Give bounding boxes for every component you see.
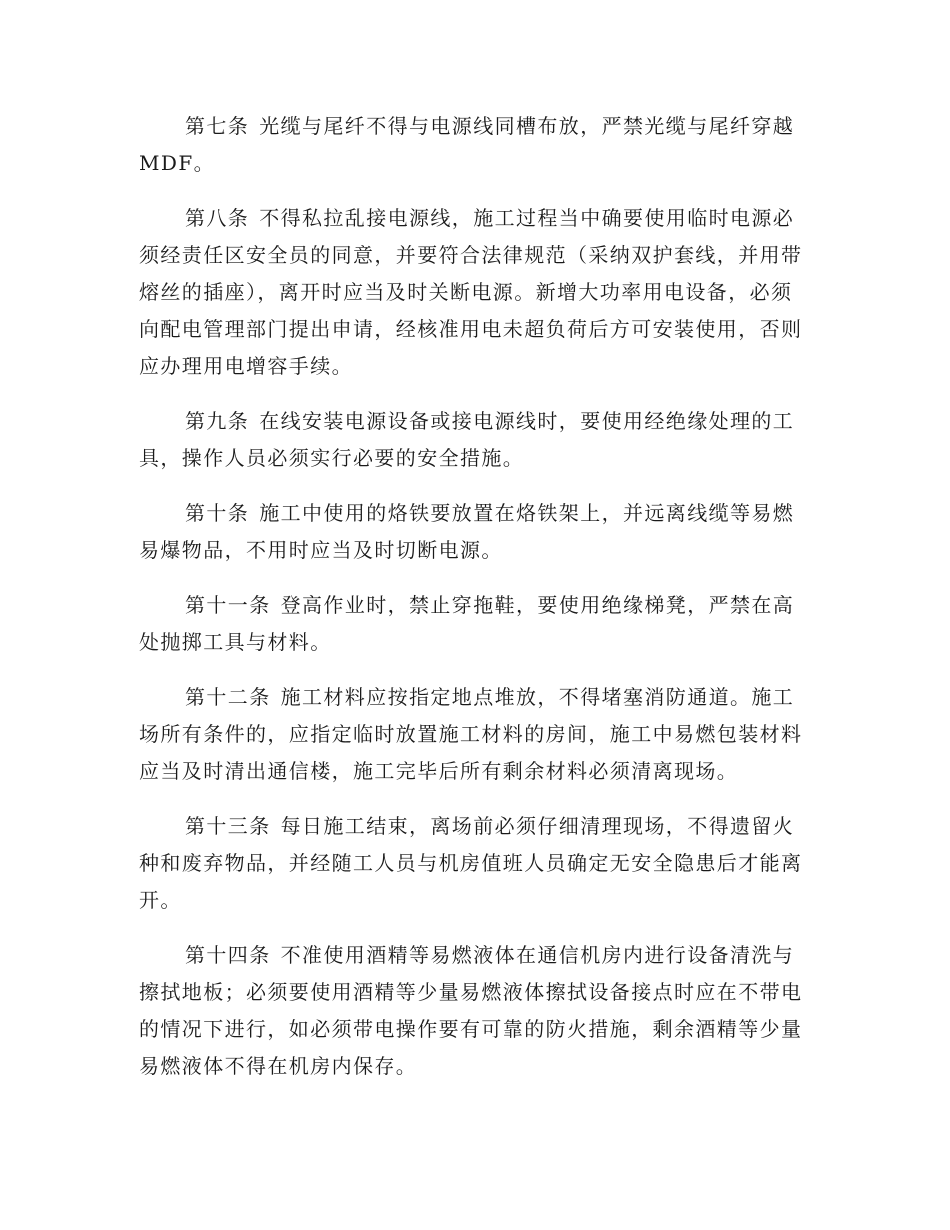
- article-number: 第十三条: [185, 814, 271, 838]
- article-7: [139, 108, 809, 182]
- article-text: 在线安装电源设备或接电源线时，要使用经绝缘处理的工具，操作人员必须实行必要的安全措施。: [139, 409, 795, 470]
- article-number: 第七条: [185, 114, 250, 138]
- article-13: [139, 808, 809, 919]
- article-number: 第十四条: [185, 943, 271, 967]
- article-text: 不准使用酒精等易燃液体在通信机房内进行设备清洗与擦拭地板；必须要使用酒精等少量易燃液体擦拭设备接点时应在不带电的情况下进行，如必须带电操作要有可靠的防火措施，剩余酒精等少量易燃液体不得在机房内保存。: [139, 943, 803, 1078]
- article-10: [139, 495, 809, 569]
- article-text: 登高作业时，禁止穿拖鞋，要使用绝缘梯凳，严禁在高处抛掷工具与材料。: [139, 593, 795, 654]
- article-text: 施工材料应按指定地点堆放，不得堵塞消防通道。施工场所有条件的，应指定临时放置施工材料的房间，施工中易燃包装材料应当及时清出通信楼，施工完毕后所有剩余材料必须清离现场。: [139, 685, 803, 783]
- article-8: [139, 200, 809, 385]
- article-number: 第八条: [185, 206, 250, 230]
- article-text: 不得私拉乱接电源线，施工过程当中确要使用临时电源必须经责任区安全员的同意，并要符合法律规范（采纳双护套线，并用带熔丝的插座），离开时应当及时关断电源。新增大功率用电设备，必须向配电管理部门提出申请，经核准用电未超负荷后方可安装使用，否则应办理用电增容手续。: [139, 206, 803, 378]
- article-number: 第十条: [185, 501, 250, 525]
- article-text: 每日施工结束，离场前必须仔细清理现场，不得遗留火种和废弃物品，并经随工人员与机房值班人员确定无安全隐患后才能离开。: [139, 814, 803, 912]
- article-text: 光缆与尾纤不得与电源线同槽布放，严禁光缆与尾纤穿越MDF。: [139, 114, 795, 175]
- document-body: [139, 108, 809, 1103]
- article-number: 第九条: [185, 409, 250, 433]
- article-text: 施工中使用的烙铁要放置在烙铁架上，并远离线缆等易燃易爆物品，不用时应当及时切断电源。: [139, 501, 795, 562]
- article-11: [139, 587, 809, 661]
- article-9: [139, 403, 809, 477]
- article-14: [139, 937, 809, 1085]
- article-number: 第十二条: [185, 685, 271, 709]
- article-12: [139, 679, 809, 790]
- article-number: 第十一条: [185, 593, 271, 617]
